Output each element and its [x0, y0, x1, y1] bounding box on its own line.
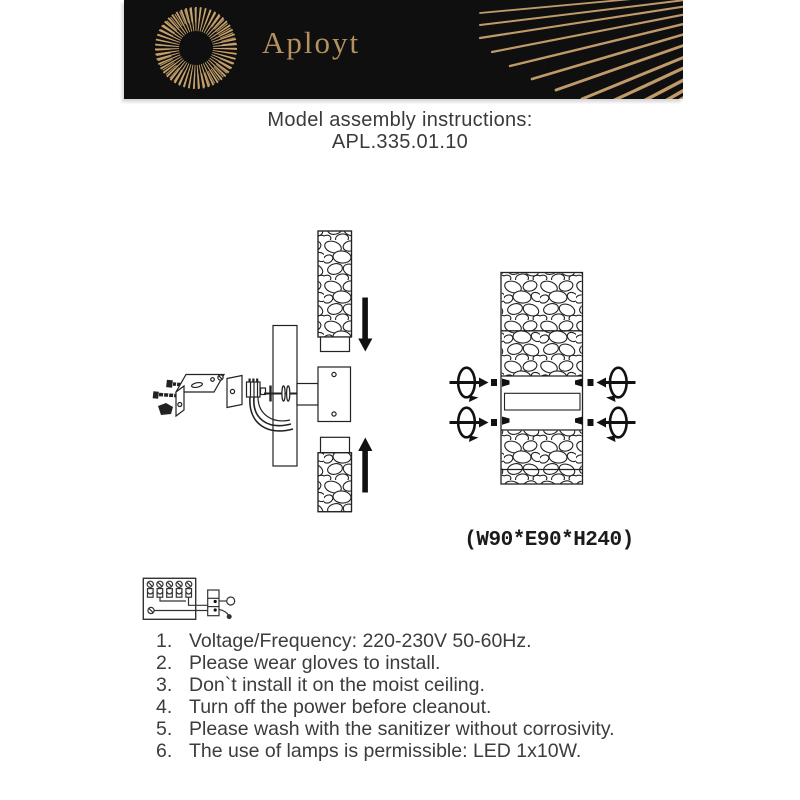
lamp-body [501, 273, 583, 485]
item-number: 3. [156, 673, 173, 696]
item-text: Don`t install it on the moist ceiling. [189, 673, 485, 696]
screw-rotation-icon [450, 408, 498, 442]
instructions-list [156, 631, 615, 762]
mounting-bracket [176, 375, 224, 417]
screw-rotation-icon [588, 408, 636, 442]
item-text: Turn off the power before cleanout. [189, 695, 492, 718]
list-item [156, 631, 615, 653]
assembled-view-diagram [450, 273, 636, 485]
list-item [156, 675, 615, 697]
brand-wordmark: Aployt [262, 25, 361, 60]
plate-screw [218, 375, 223, 380]
list-item [156, 697, 615, 719]
item-number: 5. [156, 717, 173, 740]
item-number: 4. [156, 695, 173, 718]
item-text: Please wash with the sanitizer without corrosivity. [189, 717, 615, 740]
list-item [156, 719, 615, 741]
top-shade-cylinder [318, 231, 352, 352]
item-text: Voltage/Frequency: 220-230V 50-60Hz. [189, 630, 532, 652]
slide-down-arrow-icon [358, 298, 372, 352]
page-title: Model assembly instructions: [267, 109, 533, 131]
terminal-connector-block [247, 379, 266, 398]
lamp-terminal [219, 597, 235, 605]
slide-up-arrow-icon [358, 438, 372, 493]
screw-rotation-icon [450, 368, 498, 402]
item-text: The use of lamps is permissible: LED 1x10W. [189, 739, 582, 762]
list-item [156, 653, 615, 675]
exploded-view-diagram [153, 231, 373, 512]
item-text: Please wear gloves to install. [189, 651, 441, 674]
screw-rotation-icon [588, 368, 636, 402]
connector-plug [208, 590, 219, 616]
mount-arm-and-box [297, 367, 351, 422]
ground-wire-curl [219, 610, 232, 620]
wiring-diagram [143, 578, 234, 619]
item-number: 1. [156, 630, 173, 652]
item-number: 2. [156, 651, 173, 674]
model-number: APL.335.01.10 [331, 131, 469, 153]
list-item [156, 741, 615, 763]
dimensions-label: (W90*E90*H240) [464, 529, 634, 552]
square-plate [227, 376, 242, 408]
item-number: 6. [156, 739, 173, 762]
bottom-shade-cylinder [318, 437, 352, 511]
